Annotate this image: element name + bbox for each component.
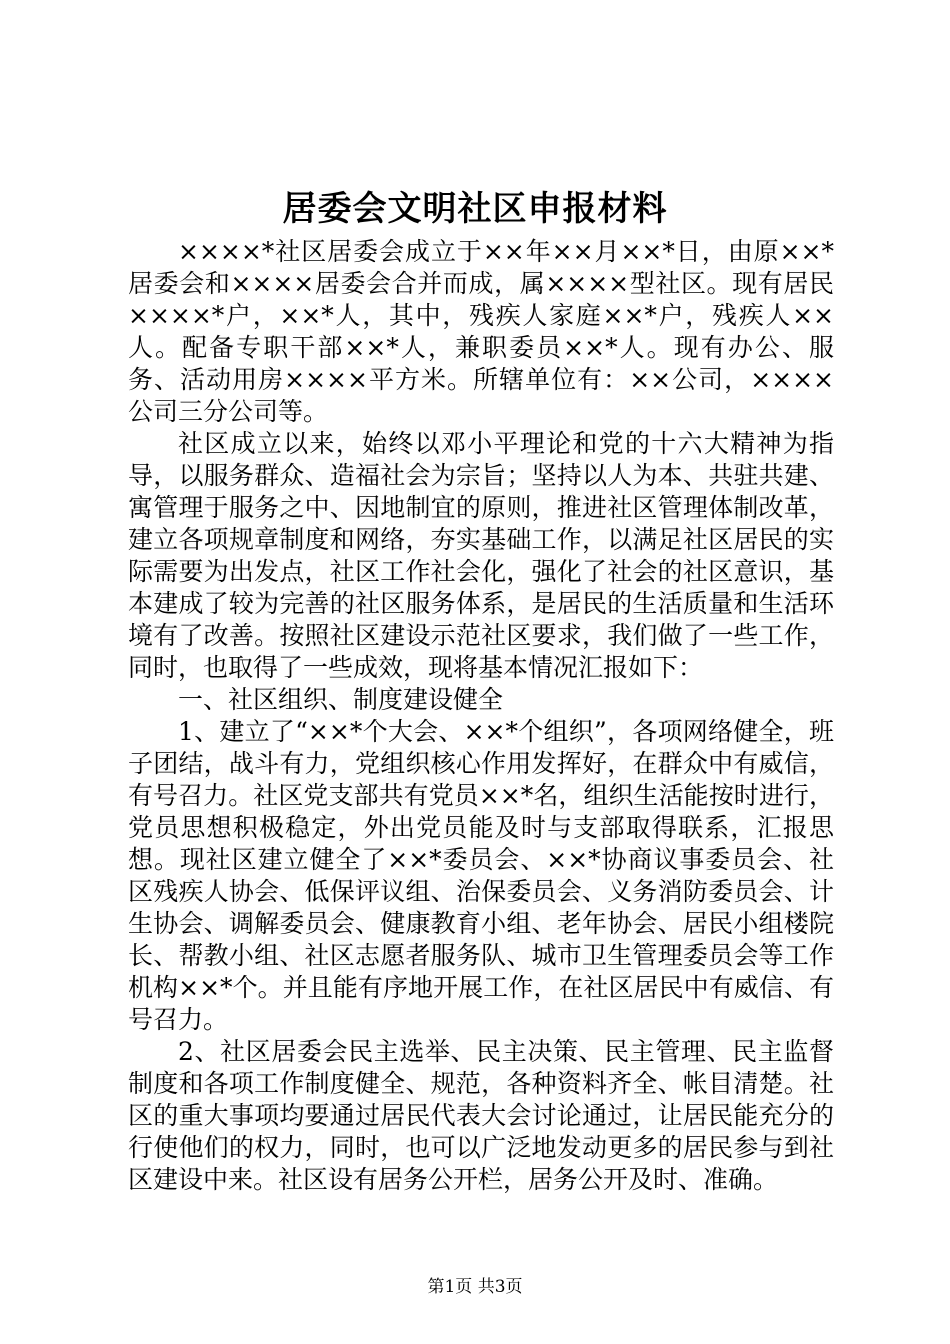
document-body: [128, 236, 834, 1196]
section-heading-1: 一、社区组织、制度建设健全: [178, 685, 504, 714]
paragraph-item-2: 2、社区居委会民主选举、民主决策、民主管理、民主监督制度和各项工作制度健全、规范，各种资料齐全、帐目清楚。社区的重大事项均要通过居民代表大会讨论通过，让居民能充分的行使他们的权力，同时，也可以广泛地发动更多的居民参与到社区建设中来。社区设有居务公开栏，居务公开及时、准确。: [128, 1037, 834, 1194]
paragraph-intro: ××××*社区居委会成立于××年××月××*日，由原××*居委会和××××居委会合并而成，属××××型社区。现有居民××××*户，××*人，其中，残疾人家庭××*户，残疾人××人。配备专职干部××*人，兼职委员××*人。现有办公、服务、活动用房××××平方米。所辖单位有：××公司，××××公司三分公司等。: [128, 237, 834, 426]
paragraph-item-1: 1、建立了“××*个大会、××*个组织”，各项网络健全，班子团结，战斗有力，党组织核心作用发挥好，在群众中有威信，有号召力。社区党支部共有党员××*名，组织生活能按时进行，党员思想积极稳定，外出党员能及时与支部取得联系，汇报思想。现社区建立健全了××*委员会、××*协商议事委员会、社区残疾人协会、低保评议组、治保委员会、义务消防委员会、计生协会、调解委员会、健康教育小组、老年协会、居民小组楼院长、帮教小组、社区志愿者服务队、城市卫生管理委员会等工作机构××*个。并且能有序地开展工作，在社区居民中有威信、有号召力。: [128, 717, 834, 1034]
paragraph-overview: 社区成立以来，始终以邓小平理论和党的十六大精神为指导，以服务群众、造福社会为宗旨；坚持以人为本、共驻共建、寓管理于服务之中、因地制宜的原则，推进社区管理体制改革，建立各项规章制度和网络，夯实基础工作，以满足社区居民的实际需要为出发点，社区工作社会化，强化了社会的社区意识，基本建成了较为完善的社区服务体系，是居民的生活质量和生活环境有了改善。按照社区建设示范社区要求，我们做了一些工作，同时，也取得了一些成效，现将基本情况汇报如下：: [128, 429, 834, 682]
page-footer: 第1页 共3页: [427, 1277, 523, 1297]
page-title: 居委会文明社区申报材料: [282, 189, 668, 229]
